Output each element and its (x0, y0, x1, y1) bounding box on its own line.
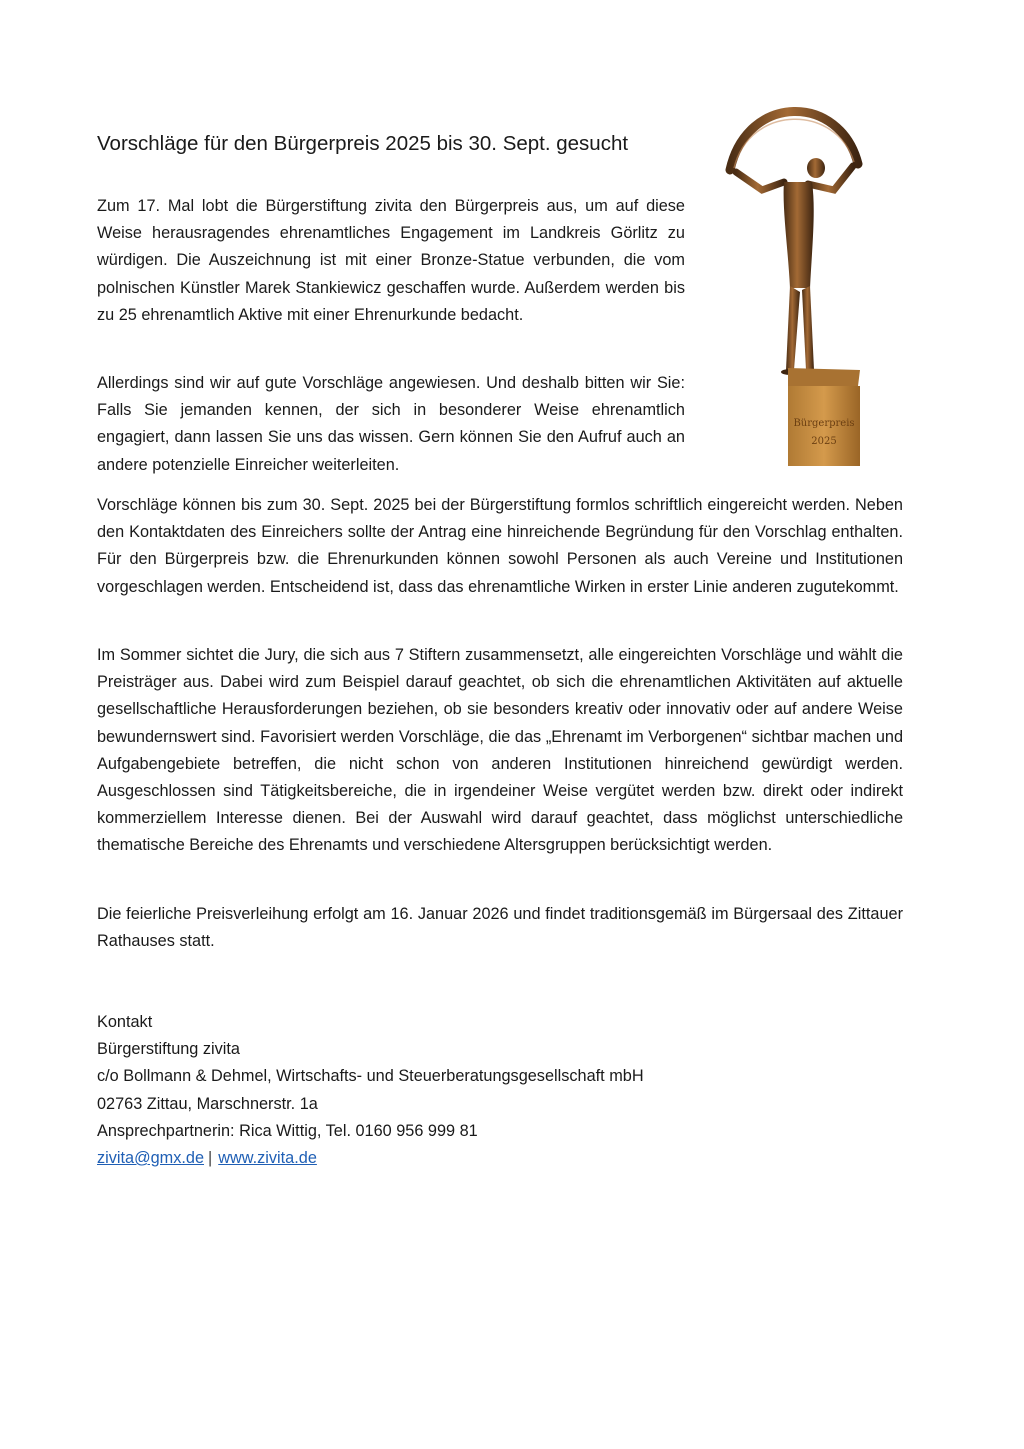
website-link[interactable]: www.zivita.de (218, 1149, 317, 1168)
contact-org: Bürgerstiftung zivita (97, 1040, 240, 1059)
contact-person: Ansprechpartnerin: Rica Wittig, Tel. 0160 956 999 81 (97, 1121, 478, 1140)
contact-block (97, 1009, 903, 1172)
bronze-statue-image (722, 98, 864, 468)
link-separator: | (208, 1149, 213, 1168)
contact-care-of: c/o Bollmann & Dehmel, Wirtschafts- und Steuerberatungsgesellschaft mbH (97, 1067, 644, 1086)
paragraph-submission: Vorschläge können bis zum 30. Sept. 2025 bei der Bürgerstiftung formlos schriftlich eingereicht werden. Neben den Kontaktdaten des Einreichers sollte der Antrag eine hinreichende Begründung für den Vorschlag enthalten. Für den Bürgerpreis bzw. die Ehrenurkunden können sowohl Personen als auch Vereine und Institutionen vorgeschlagen werden. Entscheidend ist, dass das ehrenamtliche Wirken in erster Linie anderen zugutekommt. (97, 496, 903, 596)
plaque-line-1: Bürgerpreis (793, 418, 855, 429)
paragraph-intro: Zum 17. Mal lobt die Bürgerstiftung zivita den Bürgerpreis aus, um auf diese Weise herausragendes ehrenamtliches Engagement im Landkreis Görlitz zu würdigen. Die Auszeichnung ist mit einer Bronze-Statue verbunden, die vom polnischen Künstler Marek Stankiewicz geschaffen wurde. Außerdem werden bis zu 25 ehrenamtlich Aktive mit einer Ehrenurkunde bedacht. (97, 197, 685, 324)
plaque-line-2: 2025 (811, 436, 837, 447)
document-title: Vorschläge für den Bürgerpreis 2025 bis 30. Sept. gesucht (97, 132, 629, 155)
paragraph-ceremony: Die feierliche Preisverleihung erfolgt am 16. Januar 2026 und findet traditionsgemäß im Bürgersaal des Zittauer Rathauses statt. (97, 905, 903, 951)
paragraph-appeal: Allerdings sind wir auf gute Vorschläge angewiesen. Und deshalb bitten wir Sie: Falls Sie jemanden kennen, der sich in besonderer Weise ehrenamtlich engagiert, dann lassen Sie uns das wissen. Gern können Sie den Aufruf auch an andere potenzielle Einreicher weiterleiten. (97, 374, 685, 474)
contact-links (97, 1145, 903, 1172)
paragraph-jury: Im Sommer sichtet die Jury, die sich aus 7 Stiftern zusammensetzt, alle eingereichten Vorschläge und wählt die Preisträger aus. Dabei wird zum Beispiel darauf geachtet, ob sich die ehrenamtlichen Aktivitäten auf aktuelle gesellschaftliche Herausforderungen beziehen, ob sie besonders kreativ oder innovativ oder auf andere Weise bewundernswert sind. Favorisiert werden Vorschläge, die das „Ehrenamt im Verborgenen“ sichtbar machen und Aufgabengebiete betreffen, die nicht schon von anderen Institutionen hinreichend gewürdigt werden. Ausgeschlossen sind Tätigkeitsbereiche, die in irgendeiner Weise vergütet werden bzw. direkt oder indirekt kommerziellem Interesse dienen. Bei der Auswahl wird darauf geachtet, dass möglichst unterschiedliche thematische Bereiche des Ehrenamts und verschiedene Altersgruppen berücksichtigt werden. (97, 646, 903, 855)
email-link[interactable]: zivita@gmx.de (97, 1149, 205, 1168)
contact-heading: Kontakt (97, 1013, 153, 1031)
contact-address: 02763 Zittau, Marschnerstr. 1a (97, 1094, 318, 1113)
